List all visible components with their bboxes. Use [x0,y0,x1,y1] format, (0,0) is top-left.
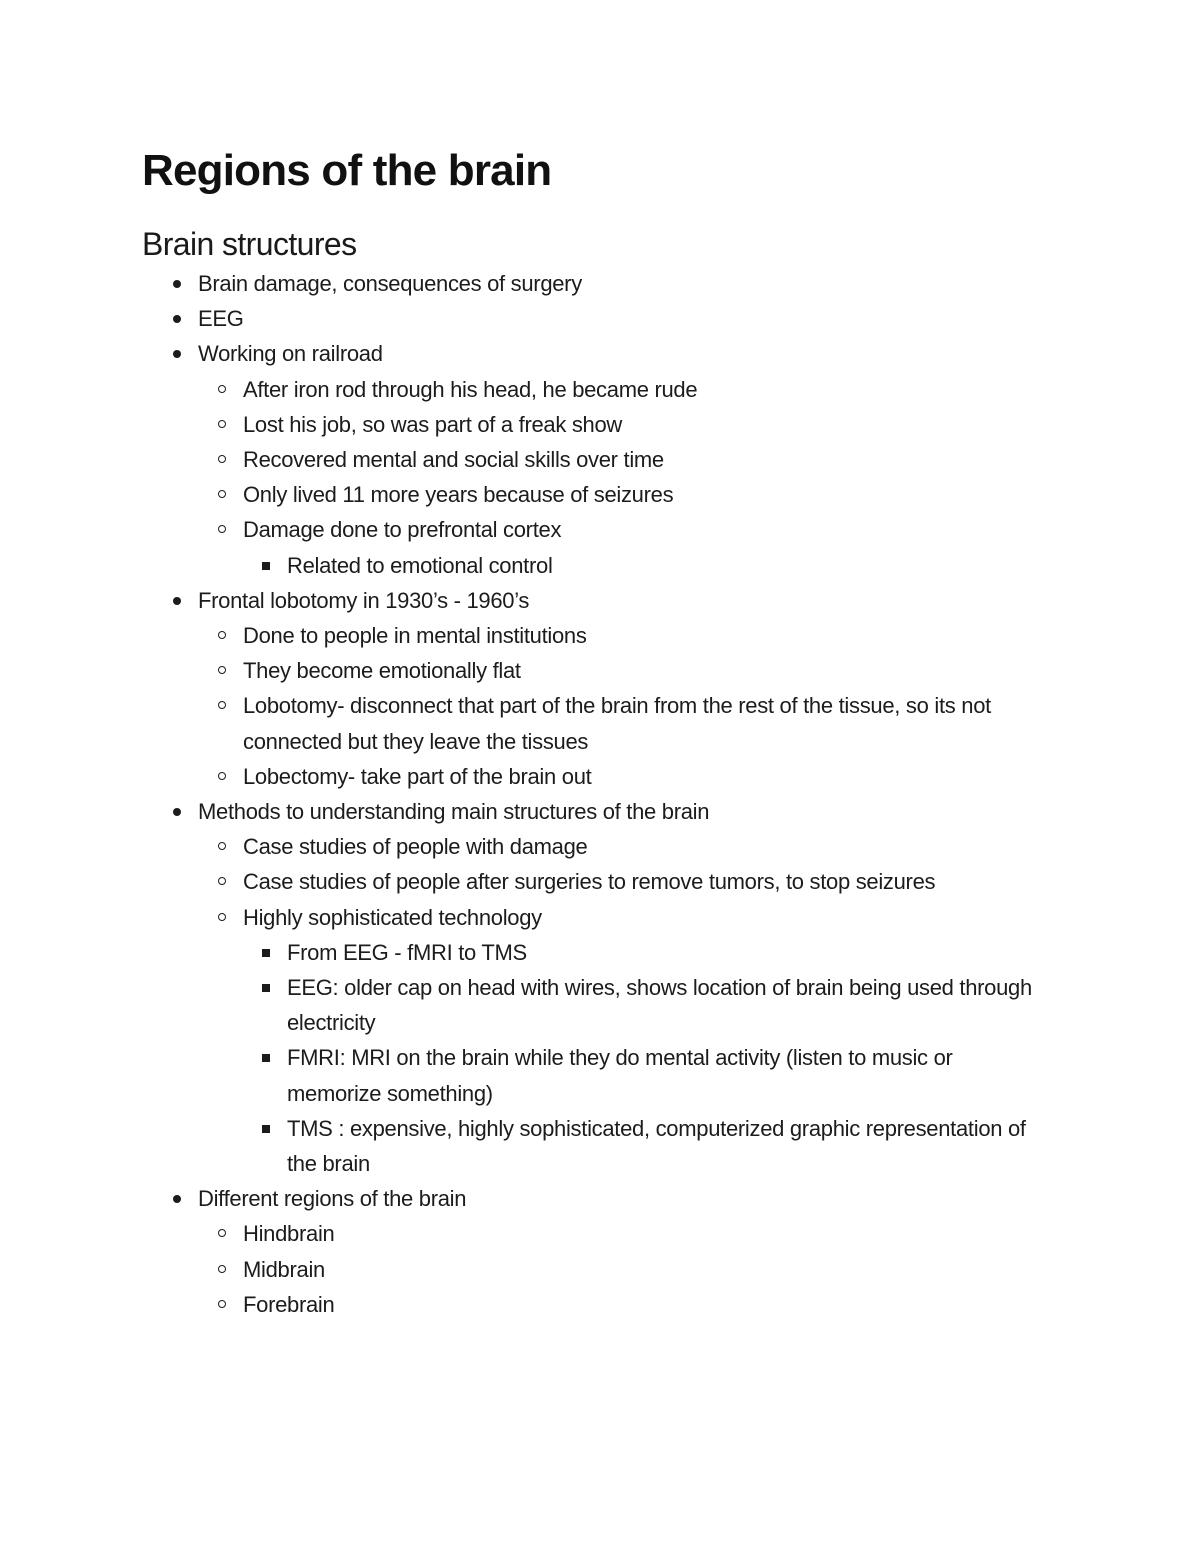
outline-list [142,266,1042,1322]
list-item-level-2 [243,688,1042,758]
list-item-level-3 [287,1040,1042,1110]
list-item-level-3 [287,935,1042,970]
list-item-text: TMS : expensive, highly sophisticated, computerized graphic representation of the brain [287,1111,1042,1181]
sublist-level-3 [243,935,1042,1181]
sublist-level-3 [243,548,1042,583]
list-item-level-2 [243,407,1042,442]
list-item-text: Hindbrain [243,1216,1042,1251]
list-item-text: Midbrain [243,1252,1042,1287]
list-item-text: EEG [198,301,1042,336]
list-item-text: Frontal lobotomy in 1930’s - 1960’s [198,583,1042,618]
list-item-text: Case studies of people with damage [243,829,1042,864]
sublist-level-2 [198,618,1042,794]
sublist-level-2 [198,1216,1042,1322]
list-item-text: FMRI: MRI on the brain while they do mental activity (listen to music or memorize something) [287,1040,1042,1110]
list-item-text: From EEG - fMRI to TMS [287,935,1042,970]
list-item-text: Only lived 11 more years because of seizures [243,477,1042,512]
document-title: Regions of the brain [142,146,552,195]
list-item-level-2 [243,653,1042,688]
list-item-level-2 [243,829,1042,864]
list-item-text: Case studies of people after surgeries to remove tumors, to stop seizures [243,864,1042,899]
sublist-level-2 [198,372,1042,583]
list-item-text: Methods to understanding main structures of the brain [198,794,1042,829]
list-item-text: Brain damage, consequences of surgery [198,266,1042,301]
list-item-level-2 [243,900,1042,1182]
list-item-level-1 [198,266,1042,301]
list-item-level-3 [287,1111,1042,1181]
list-item-level-1 [198,794,1042,1181]
list-item-text: Highly sophisticated technology [243,900,1042,935]
list-item-level-2 [243,512,1042,582]
list-item-level-1 [198,583,1042,794]
list-item-level-2 [243,1252,1042,1287]
list-item-text: They become emotionally flat [243,653,1042,688]
list-item-level-2 [243,1287,1042,1322]
list-item-text: Lobotomy- disconnect that part of the brain from the rest of the tissue, so its not connected but they leave the tissues [243,688,1042,758]
list-item-text: Lobectomy- take part of the brain out [243,759,1042,794]
list-item-level-2 [243,864,1042,899]
list-item-level-1 [198,301,1042,336]
list-item-text: Working on railroad [198,336,1042,371]
list-item-text: After iron rod through his head, he became rude [243,372,1042,407]
list-item-level-3 [287,548,1042,583]
list-item-level-2 [243,759,1042,794]
list-item-text: Damage done to prefrontal cortex [243,512,1042,547]
list-item-text: Done to people in mental institutions [243,618,1042,653]
list-item-level-2 [243,442,1042,477]
list-item-text: Related to emotional control [287,548,1042,583]
list-item-level-3 [287,970,1042,1040]
list-item-text: Different regions of the brain [198,1181,1042,1216]
list-item-level-2 [243,372,1042,407]
list-item-text: Lost his job, so was part of a freak show [243,407,1042,442]
list-item-text: Recovered mental and social skills over time [243,442,1042,477]
sublist-level-2 [198,829,1042,1181]
list-item-level-1 [198,336,1042,582]
list-item-text: Forebrain [243,1287,1042,1322]
list-item-level-1 [198,1181,1042,1322]
document-page [142,140,1042,1322]
list-item-level-2 [243,1216,1042,1251]
list-item-level-2 [243,618,1042,653]
list-item-text: EEG: older cap on head with wires, shows location of brain being used through electricity [287,970,1042,1040]
section-heading: Brain structures [142,226,357,262]
list-item-level-2 [243,477,1042,512]
